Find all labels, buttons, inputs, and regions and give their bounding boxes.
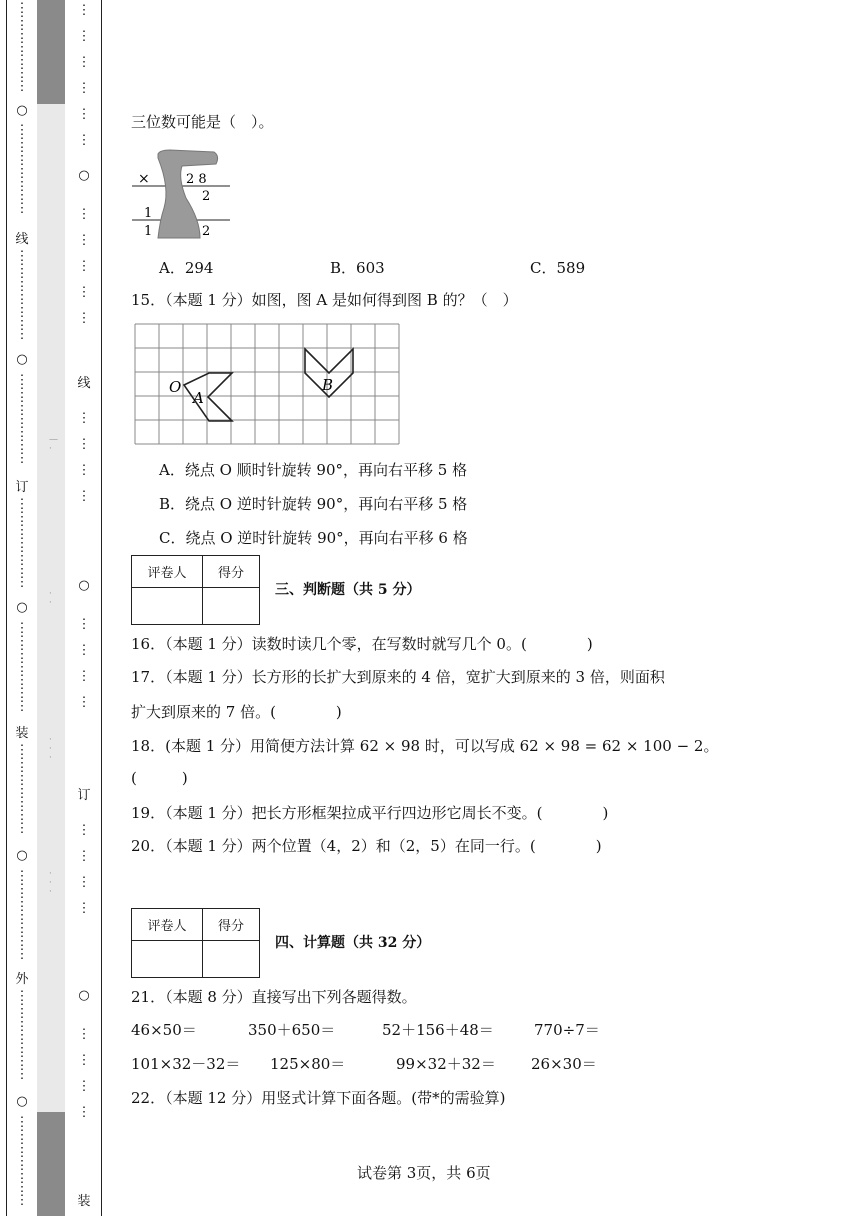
circle-mark: ○ [78, 578, 90, 593]
score-blank[interactable] [203, 941, 260, 978]
q21-r1-item2: 350＋650＝ [248, 1021, 336, 1039]
q14-option-a: A．294 [159, 259, 214, 277]
margin-label-zhuang: 装 [77, 1194, 91, 1209]
circle-mark: ○ [78, 988, 90, 1003]
q15-option-b: B．绕点 O 逆时针旋转 90°，再向右平移 5 格 [159, 495, 468, 513]
q15-option-a: A．绕点 O 顺时针旋转 90°，再向右平移 5 格 [159, 461, 468, 479]
binding-strip-top-block [37, 0, 65, 104]
margin-label-ding: 订 [15, 480, 29, 495]
q21-r2-item4: 26×30＝ [531, 1055, 597, 1073]
circle-mark: ○ [78, 168, 90, 183]
q14-stem: 三位数可能是（ ）。 [131, 113, 274, 131]
circle-mark: ○ [16, 600, 28, 615]
score-cell: 得分 [203, 556, 260, 588]
circle-mark: ○ [16, 352, 28, 367]
q15-grid-figure [134, 323, 404, 447]
margin-label-xian: 线 [15, 232, 29, 247]
shape-a [184, 373, 232, 421]
q21-r1-item4: 770÷7＝ [534, 1021, 600, 1039]
section4-title: 四、计算题（共 32 分） [275, 935, 431, 951]
score-cell: 得分 [203, 909, 260, 941]
margin-label-ding: 订 [77, 788, 91, 803]
q15-option-c: C．绕点 O 逆时针旋转 90°，再向右平移 6 格 [159, 529, 468, 547]
grader-cell: 评卷人 [132, 556, 203, 588]
label-b: B [322, 376, 334, 394]
faint-mark: · · · [49, 735, 52, 763]
q20: 20．（本题 1 分）两个位置（4，2）和（2，5）在同一行。( ) [131, 837, 602, 855]
q19: 19．（本题 1 分）把长方形框架拉成平行四边形它周长不变。( ) [131, 804, 609, 822]
label-o: O [169, 378, 182, 396]
circle-mark: ○ [16, 1094, 28, 1109]
q21-r2-item2: 125×80＝ [270, 1055, 346, 1073]
margin-label-xian: 线 [77, 376, 91, 391]
figure-row2: 2 [202, 189, 211, 204]
figure-row4-right: 2 [202, 224, 211, 239]
figure-row4-left: 1 [144, 224, 153, 239]
q18-line2: ( ) [131, 769, 188, 787]
q14-multiplication-figure [130, 148, 240, 240]
circle-mark: ○ [16, 848, 28, 863]
q16: 16．（本题 1 分）读数时读几个零，在写数时就写几个 0。( ) [131, 635, 593, 653]
q18-line1: 18．(本题 1 分）用简便方法计算 62 × 98 时，可以写成 62 × 98 = 62 × 100 − 2。 [131, 737, 719, 755]
q21-r2-item3: 99×32＋32＝ [396, 1055, 496, 1073]
grader-blank[interactable] [132, 941, 203, 978]
binding-strip [37, 0, 65, 1216]
grader-cell: 评卷人 [132, 909, 203, 941]
q17-line1: 17．（本题 1 分）长方形的长扩大到原来的 4 倍，宽扩大到原来的 3 倍，则面积 [131, 668, 665, 686]
q21-stem: 21．（本题 8 分）直接写出下列各题得数。 [131, 988, 417, 1006]
score-blank[interactable] [203, 588, 260, 625]
circle-mark: ○ [16, 103, 28, 118]
q21-r1-item1: 46×50＝ [131, 1021, 197, 1039]
q14-option-c: C．589 [530, 259, 586, 277]
section4-score-table [131, 908, 260, 978]
faint-mark: · · [49, 589, 52, 608]
page-footer: 试卷第 3页，共 6页 [357, 1164, 491, 1182]
margin-border-line [6, 0, 7, 1216]
margin-label-wai: 外 [15, 972, 29, 987]
section3-title: 三、判断题（共 5 分） [275, 582, 421, 598]
faint-mark: · · · [49, 869, 52, 897]
section3-score-table [131, 555, 260, 625]
q17-line2: 扩大到原来的 7 倍。( ) [131, 703, 342, 721]
figure-row3: 1 [144, 206, 153, 221]
margin-label-zhuang: 装 [15, 726, 29, 741]
times-sign: × [138, 171, 150, 187]
faint-mark: — · [49, 435, 58, 454]
q21-r2-item1: 101×32－32＝ [131, 1055, 241, 1073]
q15-stem: 15．（本题 1 分）如图，图 A 是如何得到图 B 的？（ ） [131, 291, 518, 309]
figure-row1: 2 8 [186, 172, 207, 187]
q21-r1-item3: 52＋156＋48＝ [382, 1021, 494, 1039]
q22-stem: 22．（本题 12 分）用竖式计算下面各题。(带*的需验算) [131, 1089, 506, 1107]
binding-strip-bottom-block [37, 1112, 65, 1216]
q14-option-b: B．603 [330, 259, 385, 277]
margin-inner-line [101, 0, 102, 1216]
grader-blank[interactable] [132, 588, 203, 625]
label-a: A [193, 389, 204, 407]
